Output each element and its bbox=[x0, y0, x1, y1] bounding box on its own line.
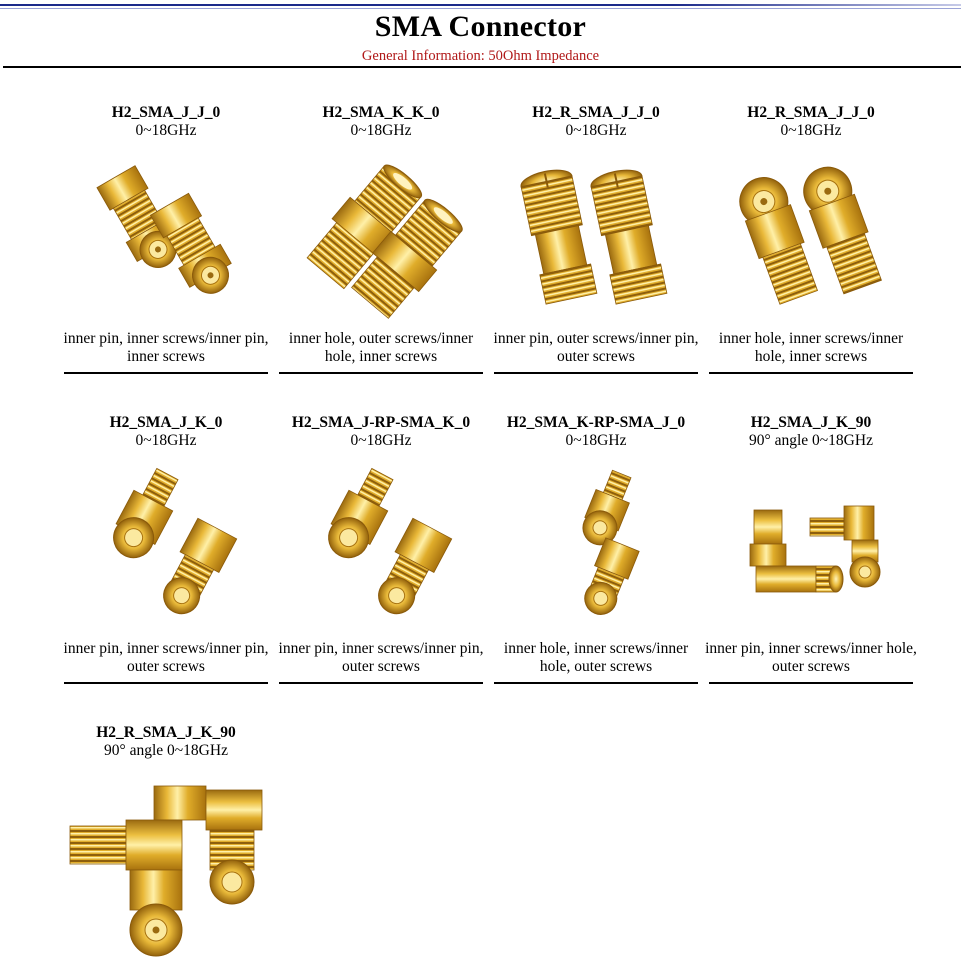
sma-to-rp-sma-adapter-icon bbox=[296, 460, 466, 630]
product-spec: 0~18GHz bbox=[780, 122, 842, 139]
product-name: H2_R_SMA_J_J_0 bbox=[747, 104, 875, 121]
rp-sma-male-male-adapter-icon bbox=[726, 150, 896, 320]
product-spec: 0~18GHz bbox=[350, 122, 412, 139]
product-description: inner pin, inner screws/inner pin, inner screws bbox=[63, 330, 269, 365]
product-name: H2_SMA_K-RP-SMA_J_0 bbox=[506, 414, 686, 431]
page-subtitle: General Information: 50Ohm Impedance bbox=[361, 48, 600, 64]
product-description: inner pin, inner screws/inner pin, outer screws bbox=[63, 640, 269, 675]
top-border-thin bbox=[0, 8, 961, 9]
card-divider bbox=[494, 682, 698, 684]
sma-female-to-rp-sma-adapter-icon bbox=[511, 460, 681, 630]
product-name: H2_R_SMA_J_K_90 bbox=[96, 724, 236, 741]
card-divider bbox=[494, 372, 698, 374]
page-title: SMA Connector bbox=[374, 10, 587, 43]
product-spec: 90° angle 0~18GHz bbox=[104, 742, 228, 759]
product-spec: 0~18GHz bbox=[135, 122, 197, 139]
product-description: inner pin, inner screws/inner hole, outer screws bbox=[705, 640, 917, 675]
product-description: inner hole, outer screws/inner hole, inner screws bbox=[288, 330, 474, 365]
product-name: H2_SMA_K_K_0 bbox=[322, 104, 440, 121]
rp-sma-adapter-icon bbox=[511, 150, 681, 320]
card-divider bbox=[709, 682, 913, 684]
product-spec: 0~18GHz bbox=[565, 122, 627, 139]
product-name: H2_R_SMA_J_J_0 bbox=[532, 104, 660, 121]
header-divider bbox=[3, 66, 961, 68]
card-divider bbox=[64, 372, 268, 374]
rp-right-angle-adapter-icon bbox=[60, 770, 270, 958]
card-divider bbox=[64, 682, 268, 684]
sma-male-female-adapter-icon bbox=[81, 460, 251, 630]
product-name: H2_SMA_J_J_0 bbox=[111, 104, 221, 121]
product-spec: 90° angle 0~18GHz bbox=[749, 432, 873, 449]
product-description: inner hole, inner screws/inner hole, inner screws bbox=[718, 330, 904, 365]
product-spec: 0~18GHz bbox=[350, 432, 412, 449]
product-name: H2_SMA_J_K_90 bbox=[750, 414, 872, 431]
card-divider bbox=[709, 372, 913, 374]
card-divider bbox=[279, 682, 483, 684]
product-name: H2_SMA_J_K_0 bbox=[109, 414, 223, 431]
right-angle-adapter-icon bbox=[726, 460, 896, 630]
product-description: inner pin, outer screws/inner pin, outer screws bbox=[493, 330, 699, 365]
sma-female-female-adapter-icon bbox=[296, 150, 466, 320]
top-border bbox=[0, 4, 961, 6]
product-description: inner hole, inner screws/inner hole, outer screws bbox=[503, 640, 689, 675]
sma-male-male-adapter-icon bbox=[81, 150, 251, 320]
product-spec: 0~18GHz bbox=[135, 432, 197, 449]
product-description: inner pin, inner screws/inner pin, outer screws bbox=[278, 640, 484, 675]
product-name: H2_SMA_J-RP-SMA_K_0 bbox=[291, 414, 471, 431]
product-spec: 0~18GHz bbox=[565, 432, 627, 449]
card-divider bbox=[279, 372, 483, 374]
